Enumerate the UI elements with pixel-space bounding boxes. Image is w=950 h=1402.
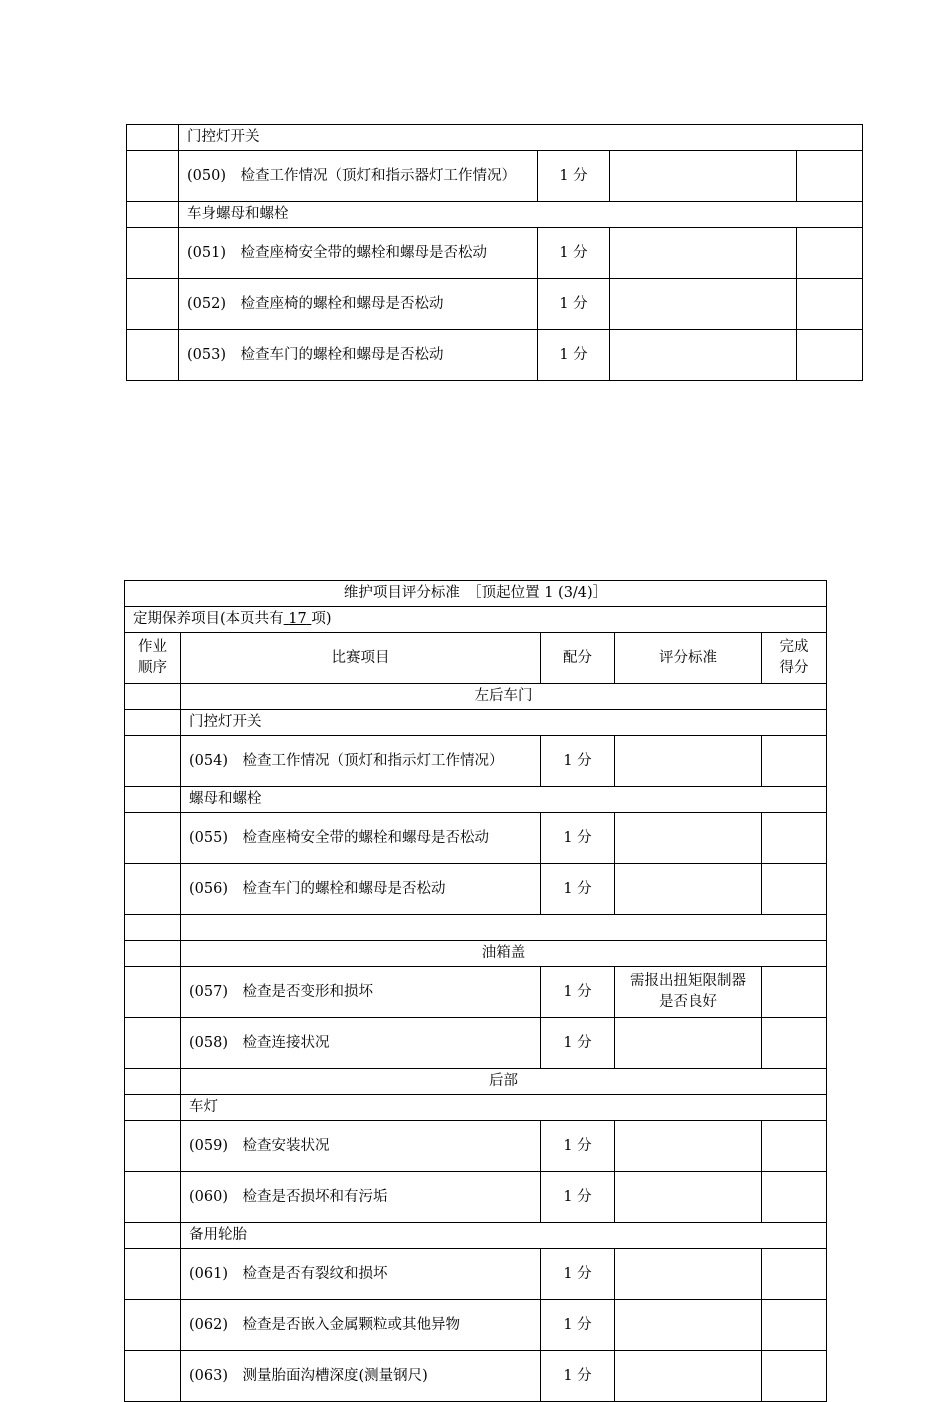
- table-row: [127, 330, 863, 381]
- standard-cell: [610, 151, 797, 202]
- table-body: [125, 581, 827, 1402]
- order-cell: [125, 1069, 181, 1095]
- item-text: (062) 检查是否嵌入金属颗粒或其他异物: [181, 1300, 541, 1351]
- header-order: 作业 顺序: [125, 633, 181, 684]
- item-text: (060) 检查是否损坏和有污垢: [181, 1172, 541, 1223]
- table-row: [125, 1300, 827, 1351]
- order-cell: [125, 1018, 181, 1069]
- order-cell: [127, 125, 179, 151]
- score-cell: 1 分: [541, 1121, 615, 1172]
- group-row: [125, 1069, 827, 1095]
- table-row: [125, 1351, 827, 1402]
- item-text: (057) 检查是否变形和损坏: [181, 967, 541, 1018]
- done-cell: [762, 1300, 827, 1351]
- score-cell: 1 分: [541, 1249, 615, 1300]
- section-title: 门控灯开关: [181, 710, 827, 736]
- subtitle-suffix: 项): [311, 611, 332, 627]
- standard-cell: [610, 330, 797, 381]
- table-title-row: [125, 581, 827, 607]
- header-done: 完成 得分: [762, 633, 827, 684]
- order-cell: [125, 967, 181, 1018]
- standard-cell: [610, 228, 797, 279]
- score-cell: 1 分: [541, 1172, 615, 1223]
- section-title: [181, 915, 827, 941]
- done-cell: [762, 967, 827, 1018]
- scoring-table-continued: [126, 124, 863, 381]
- table-row: [125, 1249, 827, 1300]
- item-text: (054) 检查工作情况（顶灯和指示灯工作情况）: [181, 736, 541, 787]
- order-cell: [125, 1223, 181, 1249]
- order-cell: [127, 228, 179, 279]
- table-title: 维护项目评分标准 ［顶起位置 1 (3/4)］: [125, 581, 827, 607]
- header-standard: 评分标准: [615, 633, 762, 684]
- group-row: [125, 684, 827, 710]
- score-cell: 1 分: [538, 279, 610, 330]
- table-row: [127, 279, 863, 330]
- standard-cell: [615, 1018, 762, 1069]
- score-cell: 1 分: [538, 330, 610, 381]
- item-text: (059) 检查安装状况: [181, 1121, 541, 1172]
- order-cell: [125, 1300, 181, 1351]
- table-row: [125, 1172, 827, 1223]
- done-cell: [762, 1121, 827, 1172]
- done-cell: [762, 1351, 827, 1402]
- order-cell: [125, 787, 181, 813]
- order-cell: [125, 915, 181, 941]
- done-cell: [762, 813, 827, 864]
- order-cell: [125, 941, 181, 967]
- item-text: (053) 检查车门的螺栓和螺母是否松动: [179, 330, 538, 381]
- item-text: (063) 测量胎面沟槽深度(测量钢尺): [181, 1351, 541, 1402]
- group-title: 后部: [181, 1069, 827, 1095]
- order-cell: [125, 1249, 181, 1300]
- section-title: 备用轮胎: [181, 1223, 827, 1249]
- table-row: [127, 151, 863, 202]
- section-row: [127, 125, 863, 151]
- item-text: (061) 检查是否有裂纹和损坏: [181, 1249, 541, 1300]
- section-row: [127, 202, 863, 228]
- score-cell: 1 分: [541, 736, 615, 787]
- done-cell: [762, 864, 827, 915]
- table-row: [125, 1018, 827, 1069]
- table-row: [127, 228, 863, 279]
- standard-cell: [615, 1172, 762, 1223]
- order-cell: [125, 1095, 181, 1121]
- score-cell: 1 分: [538, 151, 610, 202]
- standard-cell: [615, 1300, 762, 1351]
- header-item: 比赛项目: [181, 633, 541, 684]
- done-cell: [797, 228, 863, 279]
- item-count: 17: [288, 611, 307, 627]
- item-text: (055) 检查座椅安全带的螺栓和螺母是否松动: [181, 813, 541, 864]
- done-cell: [762, 1018, 827, 1069]
- item-text: (058) 检查连接状况: [181, 1018, 541, 1069]
- table-header-row: [125, 633, 827, 684]
- table-row: [125, 967, 827, 1018]
- order-cell: [127, 279, 179, 330]
- section-title: 车身螺母和螺栓: [179, 202, 863, 228]
- order-cell: [125, 813, 181, 864]
- item-text: (050) 检查工作情况（顶灯和指示器灯工作情况）: [179, 151, 538, 202]
- table-row: [125, 813, 827, 864]
- standard-cell: [615, 813, 762, 864]
- item-text: (056) 检查车门的螺栓和螺母是否松动: [181, 864, 541, 915]
- score-cell: 1 分: [541, 1300, 615, 1351]
- score-cell: 1 分: [538, 228, 610, 279]
- group-row: [125, 941, 827, 967]
- header-score: 配分: [541, 633, 615, 684]
- score-cell: 1 分: [541, 813, 615, 864]
- standard-cell: 需报出扭矩限制器是否良好: [615, 967, 762, 1018]
- group-title: 油箱盖: [181, 941, 827, 967]
- done-cell: [797, 279, 863, 330]
- table-body: [127, 125, 863, 381]
- table-row: [125, 864, 827, 915]
- section-title: 螺母和螺栓: [181, 787, 827, 813]
- order-cell: [127, 151, 179, 202]
- section-row: [125, 787, 827, 813]
- standard-cell: [610, 279, 797, 330]
- table-subtitle-row: [125, 607, 827, 633]
- done-cell: [762, 1249, 827, 1300]
- standard-cell: [615, 1351, 762, 1402]
- section-row: [125, 1223, 827, 1249]
- done-cell: [797, 330, 863, 381]
- order-cell: [125, 710, 181, 736]
- score-cell: 1 分: [541, 1018, 615, 1069]
- subtitle-prefix: 定期保养项目(本页共有: [133, 611, 284, 627]
- standard-cell: [615, 864, 762, 915]
- table-row: [125, 1121, 827, 1172]
- standard-cell: [615, 1121, 762, 1172]
- score-cell: 1 分: [541, 1351, 615, 1402]
- done-cell: [762, 1172, 827, 1223]
- section-row: [125, 710, 827, 736]
- done-cell: [762, 736, 827, 787]
- item-text: (051) 检查座椅安全带的螺栓和螺母是否松动: [179, 228, 538, 279]
- order-cell: [127, 202, 179, 228]
- section-title: 车灯: [181, 1095, 827, 1121]
- blank-row: [125, 915, 827, 941]
- standard-cell: [615, 1249, 762, 1300]
- section-title: 门控灯开关: [179, 125, 863, 151]
- maintenance-scoring-table: [124, 580, 827, 1402]
- order-cell: [125, 684, 181, 710]
- done-cell: [797, 151, 863, 202]
- order-cell: [125, 1351, 181, 1402]
- group-title: 左后车门: [181, 684, 827, 710]
- order-cell: [125, 1121, 181, 1172]
- score-cell: 1 分: [541, 967, 615, 1018]
- order-cell: [125, 864, 181, 915]
- section-row: [125, 1095, 827, 1121]
- item-text: (052) 检查座椅的螺栓和螺母是否松动: [179, 279, 538, 330]
- order-cell: [125, 1172, 181, 1223]
- order-cell: [125, 736, 181, 787]
- table-row: [125, 736, 827, 787]
- table-subtitle: [125, 607, 827, 633]
- standard-cell: [615, 736, 762, 787]
- order-cell: [127, 330, 179, 381]
- score-cell: 1 分: [541, 864, 615, 915]
